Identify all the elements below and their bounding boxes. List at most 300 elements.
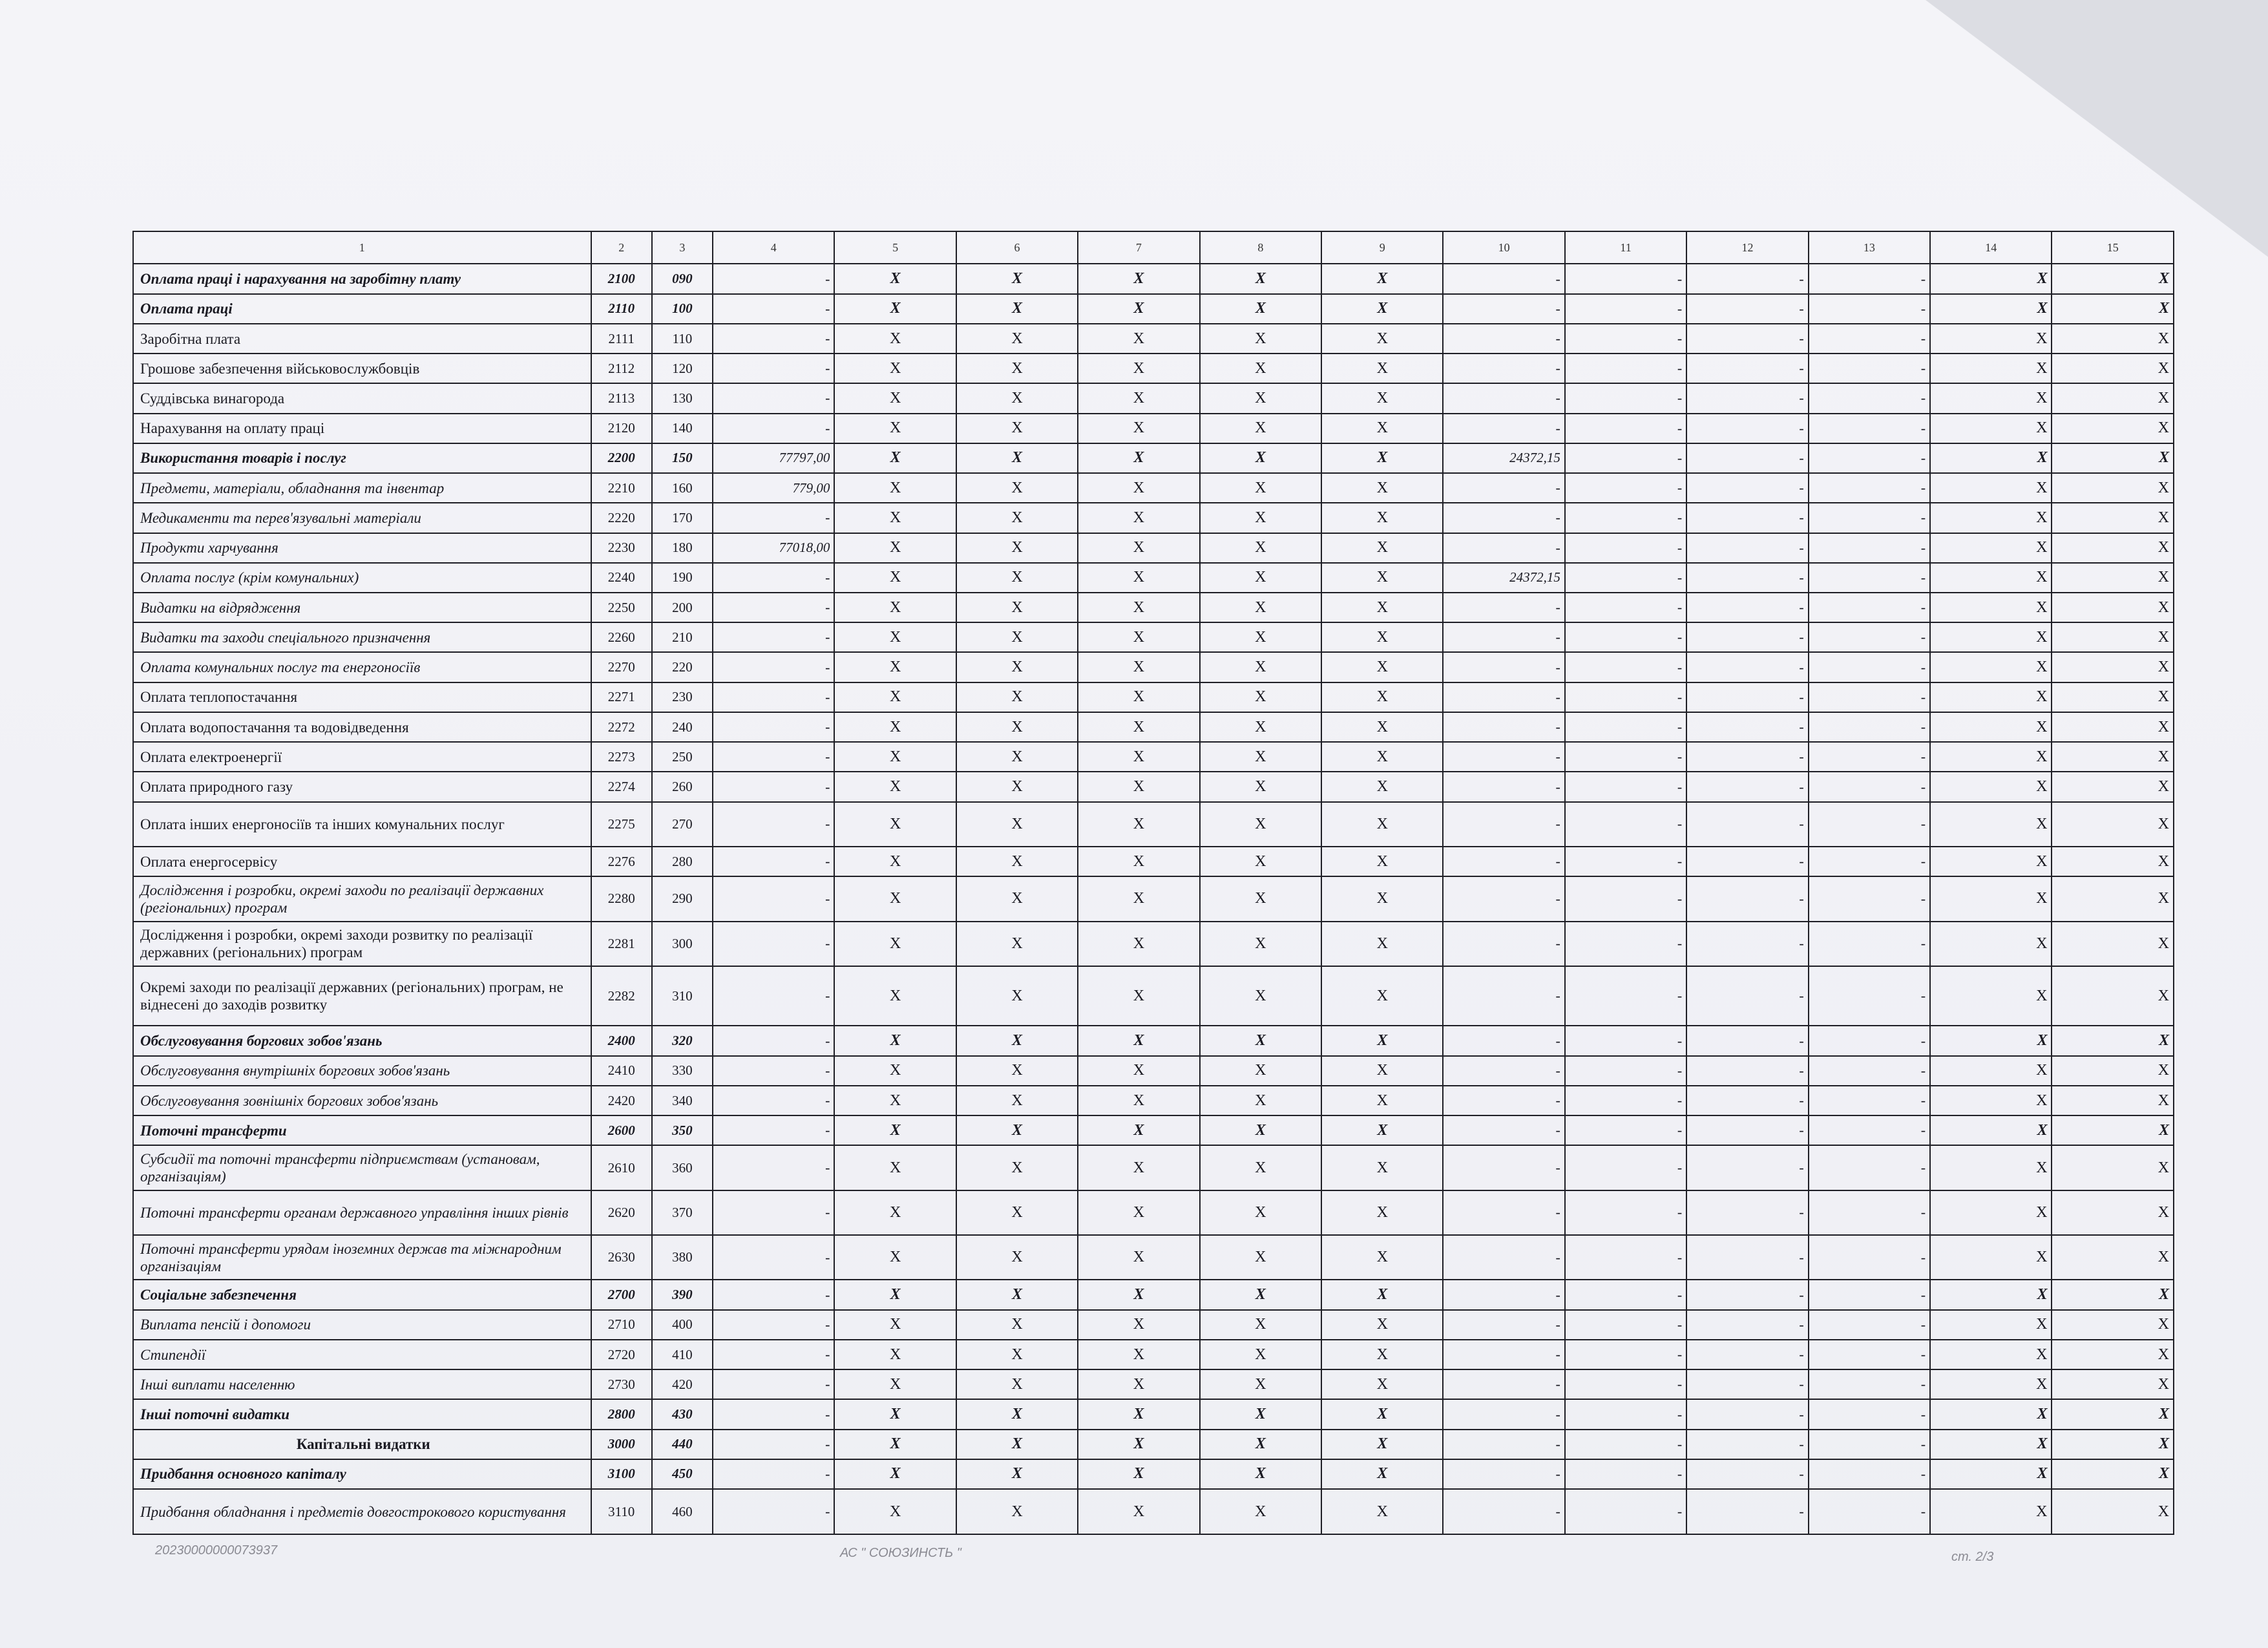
cell-col-12: - (1686, 652, 1808, 682)
column-number: 12 (1686, 231, 1808, 264)
cell-col-15-x: X (2052, 1310, 2174, 1340)
cell-col-8-x: X (1200, 1489, 1321, 1534)
cell-col-10: - (1443, 1056, 1564, 1086)
cell-col-4: - (713, 324, 834, 354)
row-code: 2280 (591, 876, 652, 921)
row-code: 3110 (591, 1489, 652, 1534)
cell-col-12: - (1686, 876, 1808, 921)
cell-col-6-x: X (956, 1086, 1078, 1115)
cell-col-8-x: X (1200, 443, 1321, 473)
row-code: 2230 (591, 533, 652, 563)
cell-col-8-x: X (1200, 622, 1321, 652)
cell-col-13: - (1809, 1056, 1930, 1086)
footer-document-id: 20230000000073937 (155, 1543, 278, 1558)
cell-col-13: - (1809, 876, 1930, 921)
cell-col-14-x: X (1930, 1145, 2052, 1190)
cell-col-10: - (1443, 1190, 1564, 1235)
table-row (133, 1280, 2174, 1309)
row-code: 2273 (591, 742, 652, 772)
cell-col-13: - (1809, 473, 1930, 503)
cell-col-12: - (1686, 1459, 1808, 1489)
cell-col-11: - (1565, 742, 1686, 772)
cell-col-4: 77797,00 (713, 443, 834, 473)
cell-col-8-x: X (1200, 652, 1321, 682)
cell-col-6-x: X (956, 1399, 1078, 1429)
column-number: 9 (1321, 231, 1443, 264)
cell-col-9-x: X (1321, 622, 1443, 652)
cell-col-15-x: X (2052, 1190, 2174, 1235)
cell-col-13: - (1809, 1235, 1930, 1280)
cell-col-5-x: X (834, 652, 956, 682)
cell-col-10: - (1443, 473, 1564, 503)
cell-col-5-x: X (834, 503, 956, 533)
row-name: Обслуговування боргових зобов'язань (133, 1026, 591, 1055)
cell-col-11: - (1565, 712, 1686, 742)
cell-col-6-x: X (956, 593, 1078, 622)
cell-col-11: - (1565, 383, 1686, 413)
cell-col-5-x: X (834, 1280, 956, 1309)
row-line-code: 190 (652, 563, 713, 593)
cell-col-13: - (1809, 383, 1930, 413)
cell-col-11: - (1565, 354, 1686, 383)
cell-col-4: - (713, 264, 834, 293)
cell-col-8-x: X (1200, 1369, 1321, 1399)
cell-col-15-x: X (2052, 847, 2174, 876)
cell-col-11: - (1565, 802, 1686, 847)
cell-col-9-x: X (1321, 264, 1443, 293)
cell-col-6-x: X (956, 533, 1078, 563)
cell-col-8-x: X (1200, 414, 1321, 443)
cell-col-7-x: X (1078, 383, 1199, 413)
cell-col-15-x: X (2052, 1430, 2174, 1459)
row-name: Предмети, матеріали, обладнання та інвентар (133, 473, 591, 503)
cell-col-4: - (713, 1489, 834, 1534)
table-row (133, 1459, 2174, 1489)
cell-col-10: - (1443, 1026, 1564, 1055)
cell-col-6-x: X (956, 1115, 1078, 1145)
cell-col-9-x: X (1321, 1340, 1443, 1369)
cell-col-4: - (713, 966, 834, 1026)
cell-col-7-x: X (1078, 966, 1199, 1026)
cell-col-4: - (713, 593, 834, 622)
cell-col-7-x: X (1078, 414, 1199, 443)
cell-col-8-x: X (1200, 473, 1321, 503)
cell-col-13: - (1809, 922, 1930, 966)
cell-col-14-x: X (1930, 1086, 2052, 1115)
row-line-code: 090 (652, 264, 713, 293)
cell-col-11: - (1565, 443, 1686, 473)
cell-col-11: - (1565, 1399, 1686, 1429)
row-code: 2400 (591, 1026, 652, 1055)
cell-col-10: - (1443, 324, 1564, 354)
cell-col-10: - (1443, 1086, 1564, 1115)
cell-col-5-x: X (834, 1399, 956, 1429)
cell-col-6-x: X (956, 966, 1078, 1026)
cell-col-4: - (713, 922, 834, 966)
cell-col-4: - (713, 876, 834, 921)
cell-col-4: - (713, 712, 834, 742)
cell-col-4: - (713, 1310, 834, 1340)
cell-col-7-x: X (1078, 1235, 1199, 1280)
cell-col-7-x: X (1078, 876, 1199, 921)
row-code: 2250 (591, 593, 652, 622)
cell-col-11: - (1565, 593, 1686, 622)
table-row (133, 1115, 2174, 1145)
cell-col-6-x: X (956, 1235, 1078, 1280)
row-line-code: 360 (652, 1145, 713, 1190)
cell-col-12: - (1686, 383, 1808, 413)
row-line-code: 300 (652, 922, 713, 966)
cell-col-9-x: X (1321, 533, 1443, 563)
cell-col-4: - (713, 802, 834, 847)
cell-col-12: - (1686, 324, 1808, 354)
cell-col-15-x: X (2052, 652, 2174, 682)
cell-col-9-x: X (1321, 802, 1443, 847)
cell-col-5-x: X (834, 622, 956, 652)
row-name: Поточні трансферти (133, 1115, 591, 1145)
cell-col-9-x: X (1321, 1026, 1443, 1055)
cell-col-5-x: X (834, 876, 956, 921)
row-line-code: 380 (652, 1235, 713, 1280)
cell-col-12: - (1686, 802, 1808, 847)
cell-col-6-x: X (956, 1459, 1078, 1489)
cell-col-10: - (1443, 593, 1564, 622)
cell-col-8-x: X (1200, 1086, 1321, 1115)
row-code: 2113 (591, 383, 652, 413)
cell-col-9-x: X (1321, 1056, 1443, 1086)
cell-col-4: - (713, 1340, 834, 1369)
table-row (133, 593, 2174, 622)
row-code: 2275 (591, 802, 652, 847)
table-row (133, 922, 2174, 966)
cell-col-9-x: X (1321, 1115, 1443, 1145)
cell-col-11: - (1565, 1280, 1686, 1309)
cell-col-4: - (713, 1026, 834, 1055)
cell-col-4: - (713, 1430, 834, 1459)
cell-col-14-x: X (1930, 712, 2052, 742)
cell-col-7-x: X (1078, 802, 1199, 847)
cell-col-9-x: X (1321, 414, 1443, 443)
cell-col-8-x: X (1200, 1145, 1321, 1190)
column-number: 11 (1565, 231, 1686, 264)
cell-col-9-x: X (1321, 593, 1443, 622)
cell-col-11: - (1565, 622, 1686, 652)
cell-col-13: - (1809, 847, 1930, 876)
cell-col-15-x: X (2052, 966, 2174, 1026)
row-name: Окремі заходи по реалізації державних (регіональних) програм, не віднесені до заходів розвитку (133, 966, 591, 1026)
cell-col-10: - (1443, 1280, 1564, 1309)
cell-col-7-x: X (1078, 1399, 1199, 1429)
row-line-code: 390 (652, 1280, 713, 1309)
row-name: Обслуговування внутрішніх боргових зобов'язань (133, 1056, 591, 1086)
cell-col-8-x: X (1200, 1115, 1321, 1145)
table-row (133, 563, 2174, 593)
row-line-code: 130 (652, 383, 713, 413)
cell-col-10: - (1443, 772, 1564, 801)
cell-col-4: - (713, 1190, 834, 1235)
cell-col-7-x: X (1078, 1086, 1199, 1115)
cell-col-13: - (1809, 294, 1930, 324)
cell-col-15-x: X (2052, 1235, 2174, 1280)
cell-col-5-x: X (834, 1145, 956, 1190)
cell-col-6-x: X (956, 652, 1078, 682)
cell-col-12: - (1686, 1340, 1808, 1369)
row-code: 2610 (591, 1145, 652, 1190)
row-line-code: 460 (652, 1489, 713, 1534)
cell-col-14-x: X (1930, 1399, 2052, 1429)
cell-col-13: - (1809, 414, 1930, 443)
cell-col-14-x: X (1930, 1235, 2052, 1280)
cell-col-15-x: X (2052, 742, 2174, 772)
cell-col-13: - (1809, 443, 1930, 473)
cell-col-12: - (1686, 563, 1808, 593)
row-code: 2800 (591, 1399, 652, 1429)
cell-col-4: - (713, 1235, 834, 1280)
row-name: Дослідження і розробки, окремі заходи розвитку по реалізації державних (регіональних) програм (133, 922, 591, 966)
cell-col-7-x: X (1078, 1340, 1199, 1369)
column-number: 13 (1809, 231, 1930, 264)
row-code: 2630 (591, 1235, 652, 1280)
cell-col-6-x: X (956, 563, 1078, 593)
cell-col-7-x: X (1078, 1310, 1199, 1340)
cell-col-15-x: X (2052, 682, 2174, 712)
cell-col-7-x: X (1078, 294, 1199, 324)
cell-col-5-x: X (834, 383, 956, 413)
cell-col-9-x: X (1321, 563, 1443, 593)
row-code: 3100 (591, 1459, 652, 1489)
cell-col-14-x: X (1930, 622, 2052, 652)
table-row (133, 443, 2174, 473)
cell-col-13: - (1809, 966, 1930, 1026)
cell-col-8-x: X (1200, 966, 1321, 1026)
cell-col-11: - (1565, 414, 1686, 443)
table-row (133, 772, 2174, 801)
cell-col-8-x: X (1200, 593, 1321, 622)
cell-col-5-x: X (834, 294, 956, 324)
cell-col-14-x: X (1930, 772, 2052, 801)
cell-col-12: - (1686, 533, 1808, 563)
cell-col-6-x: X (956, 264, 1078, 293)
cell-col-6-x: X (956, 324, 1078, 354)
row-line-code: 400 (652, 1310, 713, 1340)
cell-col-12: - (1686, 1145, 1808, 1190)
cell-col-8-x: X (1200, 1459, 1321, 1489)
column-number: 2 (591, 231, 652, 264)
cell-col-5-x: X (834, 922, 956, 966)
cell-col-13: - (1809, 1280, 1930, 1309)
row-name: Виплата пенсій і допомоги (133, 1310, 591, 1340)
expenditure-table-wrap (132, 231, 2174, 1535)
cell-col-12: - (1686, 503, 1808, 533)
cell-col-14-x: X (1930, 1340, 2052, 1369)
row-line-code: 240 (652, 712, 713, 742)
row-line-code: 170 (652, 503, 713, 533)
row-code: 2271 (591, 682, 652, 712)
cell-col-12: - (1686, 1115, 1808, 1145)
cell-col-7-x: X (1078, 533, 1199, 563)
cell-col-7-x: X (1078, 593, 1199, 622)
cell-col-8-x: X (1200, 354, 1321, 383)
row-name: Медикаменти та перев'язувальні матеріали (133, 503, 591, 533)
cell-col-5-x: X (834, 1459, 956, 1489)
cell-col-14-x: X (1930, 1369, 2052, 1399)
cell-col-4: - (713, 563, 834, 593)
cell-col-15-x: X (2052, 1399, 2174, 1429)
cell-col-12: - (1686, 264, 1808, 293)
cell-col-14-x: X (1930, 802, 2052, 847)
cell-col-9-x: X (1321, 876, 1443, 921)
row-name: Стипендії (133, 1340, 591, 1369)
table-row (133, 1369, 2174, 1399)
cell-col-4: - (713, 1369, 834, 1399)
cell-col-15-x: X (2052, 264, 2174, 293)
cell-col-4: - (713, 1056, 834, 1086)
cell-col-14-x: X (1930, 847, 2052, 876)
row-code: 2111 (591, 324, 652, 354)
cell-col-11: - (1565, 966, 1686, 1026)
cell-col-6-x: X (956, 1340, 1078, 1369)
cell-col-5-x: X (834, 1340, 956, 1369)
column-number: 15 (2052, 231, 2174, 264)
column-number: 14 (1930, 231, 2052, 264)
row-line-code: 410 (652, 1340, 713, 1369)
cell-col-13: - (1809, 1026, 1930, 1055)
column-number-row (133, 231, 2174, 264)
cell-col-5-x: X (834, 533, 956, 563)
table-row (133, 1310, 2174, 1340)
cell-col-7-x: X (1078, 1459, 1199, 1489)
row-line-code: 260 (652, 772, 713, 801)
cell-col-10: - (1443, 1115, 1564, 1145)
cell-col-4: - (713, 354, 834, 383)
row-name: Оплата теплопостачання (133, 682, 591, 712)
cell-col-11: - (1565, 1310, 1686, 1340)
table-row (133, 324, 2174, 354)
cell-col-9-x: X (1321, 1369, 1443, 1399)
cell-col-7-x: X (1078, 443, 1199, 473)
row-line-code: 270 (652, 802, 713, 847)
row-code: 2120 (591, 414, 652, 443)
cell-col-5-x: X (834, 1086, 956, 1115)
cell-col-14-x: X (1930, 1026, 2052, 1055)
cell-col-13: - (1809, 712, 1930, 742)
row-code: 2274 (591, 772, 652, 801)
cell-col-10: - (1443, 503, 1564, 533)
cell-col-11: - (1565, 1340, 1686, 1369)
cell-col-14-x: X (1930, 473, 2052, 503)
cell-col-9-x: X (1321, 1489, 1443, 1534)
cell-col-11: - (1565, 1115, 1686, 1145)
cell-col-14-x: X (1930, 922, 2052, 966)
cell-col-5-x: X (834, 1310, 956, 1340)
cell-col-14-x: X (1930, 1190, 2052, 1235)
cell-col-8-x: X (1200, 1056, 1321, 1086)
cell-col-8-x: X (1200, 712, 1321, 742)
row-line-code: 230 (652, 682, 713, 712)
cell-col-13: - (1809, 1430, 1930, 1459)
column-number: 8 (1200, 231, 1321, 264)
cell-col-9-x: X (1321, 966, 1443, 1026)
cell-col-9-x: X (1321, 1145, 1443, 1190)
cell-col-15-x: X (2052, 712, 2174, 742)
cell-col-9-x: X (1321, 1399, 1443, 1429)
cell-col-6-x: X (956, 682, 1078, 712)
cell-col-14-x: X (1930, 264, 2052, 293)
cell-col-7-x: X (1078, 847, 1199, 876)
cell-col-13: - (1809, 264, 1930, 293)
row-code: 2282 (591, 966, 652, 1026)
row-line-code: 200 (652, 593, 713, 622)
cell-col-12: - (1686, 682, 1808, 712)
cell-col-11: - (1565, 264, 1686, 293)
cell-col-13: - (1809, 1145, 1930, 1190)
cell-col-8-x: X (1200, 682, 1321, 712)
table-row (133, 742, 2174, 772)
cell-col-11: - (1565, 563, 1686, 593)
cell-col-9-x: X (1321, 294, 1443, 324)
row-line-code: 340 (652, 1086, 713, 1115)
cell-col-10: - (1443, 876, 1564, 921)
cell-col-4: - (713, 652, 834, 682)
cell-col-11: - (1565, 1086, 1686, 1115)
cell-col-4: - (713, 682, 834, 712)
cell-col-8-x: X (1200, 1340, 1321, 1369)
cell-col-9-x: X (1321, 742, 1443, 772)
cell-col-15-x: X (2052, 1086, 2174, 1115)
cell-col-8-x: X (1200, 1235, 1321, 1280)
cell-col-5-x: X (834, 802, 956, 847)
cell-col-10: - (1443, 354, 1564, 383)
cell-col-12: - (1686, 593, 1808, 622)
cell-col-11: - (1565, 847, 1686, 876)
row-line-code: 370 (652, 1190, 713, 1235)
cell-col-15-x: X (2052, 414, 2174, 443)
row-line-code: 330 (652, 1056, 713, 1086)
cell-col-14-x: X (1930, 443, 2052, 473)
cell-col-14-x: X (1930, 354, 2052, 383)
cell-col-14-x: X (1930, 294, 2052, 324)
cell-col-15-x: X (2052, 876, 2174, 921)
cell-col-13: - (1809, 772, 1930, 801)
cell-col-4: - (713, 847, 834, 876)
row-code: 2100 (591, 264, 652, 293)
cell-col-5-x: X (834, 593, 956, 622)
row-name: Видатки та заходи спеціального призначення (133, 622, 591, 652)
cell-col-13: - (1809, 533, 1930, 563)
cell-col-15-x: X (2052, 294, 2174, 324)
cell-col-12: - (1686, 1430, 1808, 1459)
cell-col-10: - (1443, 1399, 1564, 1429)
table-row (133, 414, 2174, 443)
cell-col-8-x: X (1200, 383, 1321, 413)
table-row (133, 473, 2174, 503)
cell-col-11: - (1565, 1459, 1686, 1489)
cell-col-10: - (1443, 533, 1564, 563)
cell-col-6-x: X (956, 1056, 1078, 1086)
cell-col-6-x: X (956, 1190, 1078, 1235)
cell-col-13: - (1809, 324, 1930, 354)
cell-col-12: - (1686, 1235, 1808, 1280)
cell-col-7-x: X (1078, 264, 1199, 293)
cell-col-5-x: X (834, 443, 956, 473)
cell-col-5-x: X (834, 1190, 956, 1235)
table-row (133, 503, 2174, 533)
cell-col-8-x: X (1200, 1280, 1321, 1309)
row-name: Оплата комунальних послуг та енергоносіїв (133, 652, 591, 682)
cell-col-5-x: X (834, 772, 956, 801)
cell-col-11: - (1565, 324, 1686, 354)
row-name: Дослідження і розробки, окремі заходи по реалізації державних (регіональних) програм (133, 876, 591, 921)
